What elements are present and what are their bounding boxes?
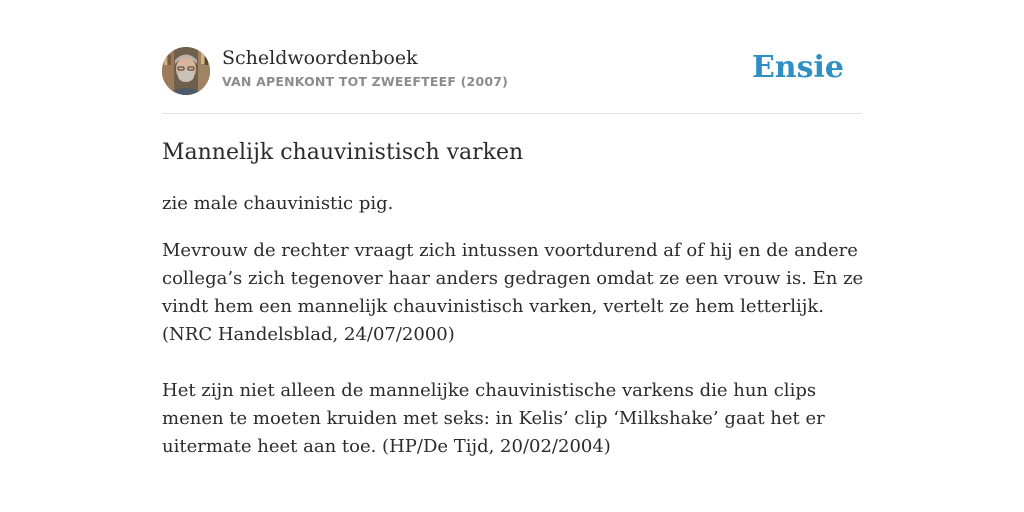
- book-title[interactable]: VAN APENKONT TOT ZWEEFTEEF (2007): [222, 74, 509, 89]
- quote-text: Het zijn niet alleen de mannelijke chauvinistische varkens die hun clips menen te moeten kruiden met seks: in Kelis’ clip ‘Milkshake’ gaat het er uitermate heet aan toe. (HP/De Tijd, 20/02/2004): [162, 380, 825, 457]
- quote-text: Mevrouw de rechter vraagt zich intussen voortdurend af of hij en de andere collega’s zich tegenover haar anders gedragen omdat ze een vrouw is. En ze vindt hem een mannelijk chauvinistisch varken, vertelt ze hem letterlijk. (NRC Handelsblad, 24/07/2000): [162, 240, 864, 345]
- see-also-text: zie male chauvinistic pig.: [162, 193, 394, 214]
- divider: [162, 113, 862, 114]
- quote-paragraph: [162, 237, 867, 349]
- quote-paragraph: [162, 377, 867, 461]
- author-photo-icon: [162, 47, 210, 95]
- ensie-logo[interactable]: Ensie: [751, 50, 844, 85]
- author-name[interactable]: Scheldwoordenboek: [222, 47, 418, 69]
- entry-title: Mannelijk chauvinistisch varken: [162, 140, 524, 165]
- avatar[interactable]: [162, 47, 210, 95]
- source-header: [162, 46, 862, 96]
